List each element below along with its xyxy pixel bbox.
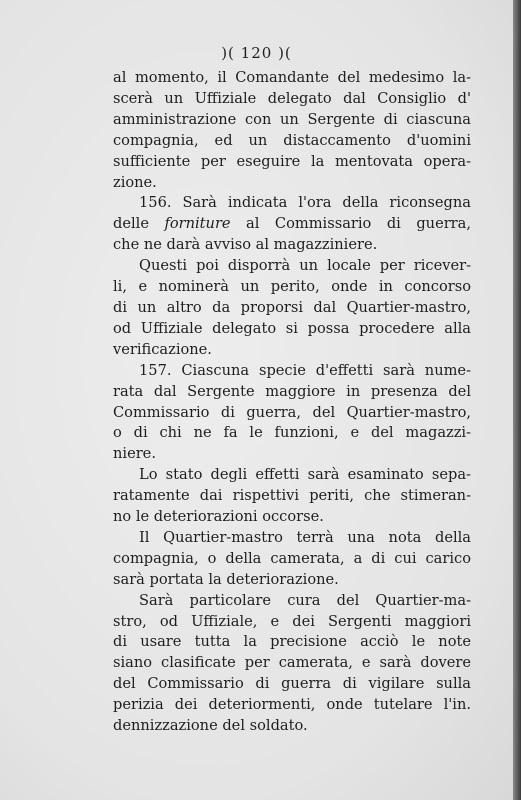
- text-line: sufficiente per eseguire la mentovata opera-: [113, 152, 471, 170]
- text-line: Lo stato degli effetti sarà esaminato sepa-: [139, 466, 471, 484]
- text-line: 157. Ciascuna specie d'effetti sarà nume-: [139, 361, 471, 379]
- text-line: stro, od Uffiziale, e dei Sergenti maggiori: [113, 612, 471, 630]
- text-line: niere.: [113, 445, 156, 463]
- text-line: od Uffiziale delegato si possa procedere alla: [113, 319, 471, 337]
- text-line: Il Quartier-mastro terrà una nota della: [139, 528, 471, 546]
- paragraph: [113, 465, 471, 528]
- text-line: o di chi ne fa le funzioni, e del magazzi-: [113, 424, 471, 442]
- text-line: di un altro da proporsi dal Quartier-mastro,: [113, 298, 471, 316]
- paragraph-156: [113, 193, 471, 256]
- paragraph: [113, 256, 471, 361]
- text-line: Questi poi disporrà un locale per ricever-: [139, 257, 471, 275]
- text-line: al momento, il Comandante del medesimo la-: [113, 69, 471, 86]
- text-line: scerà un Uffiziale delegato dal Consiglio d': [113, 89, 471, 107]
- text-line: ratamente dai rispettivi periti, che stimeran-: [113, 487, 471, 505]
- page-number-header: )( 120 )(: [221, 44, 292, 62]
- italic-term: forniture: [164, 215, 231, 233]
- text-line: Commissario di guerra, del Quartier-mastro,: [113, 403, 471, 421]
- text-line: li, e nominerà un perito, onde in concorso: [113, 278, 471, 296]
- text-line: amministrazione con un Sergente di ciascuna: [113, 110, 471, 128]
- text-line: 156. Sarà indicata l'ora della riconsegna: [139, 194, 471, 212]
- text-line: siano clasificate per camerata, e sarà dovere: [113, 654, 471, 672]
- text-line: Sarà particolare cura del Quartier-ma-: [139, 591, 471, 609]
- text-line: che ne darà avviso al magazziniere.: [113, 236, 378, 254]
- page-text: [113, 68, 471, 737]
- text-line: zione.: [113, 173, 157, 191]
- text-line: perizia dei deteriormenti, onde tutelare l'in.: [113, 696, 471, 714]
- paragraph: [113, 528, 471, 591]
- paragraph-157: [113, 361, 471, 466]
- text-line: di usare tutta la precisione acciò le note: [113, 633, 471, 651]
- text-line-with-italic: delle forniture al Commissario di guerra,: [113, 215, 471, 233]
- text-line: compagnia, ed un distaccamento d'uomini: [113, 131, 471, 149]
- text-line: sarà portata la deteriorazione.: [113, 570, 339, 588]
- paragraph: [113, 591, 471, 737]
- page-edge-shadow: [513, 0, 521, 800]
- text-line: rata dal Sergente maggiore in presenza del: [113, 382, 471, 400]
- text-line: verificazione.: [113, 340, 212, 358]
- text-line: no le deteriorazioni occorse.: [113, 508, 324, 526]
- text-line: del Commissario di guerra di vigilare sulla: [113, 675, 471, 693]
- text-line: compagnia, o della camerata, a di cui carico: [113, 549, 471, 567]
- text-line: dennizzazione del soldato.: [113, 717, 308, 735]
- paragraph: [113, 68, 471, 193]
